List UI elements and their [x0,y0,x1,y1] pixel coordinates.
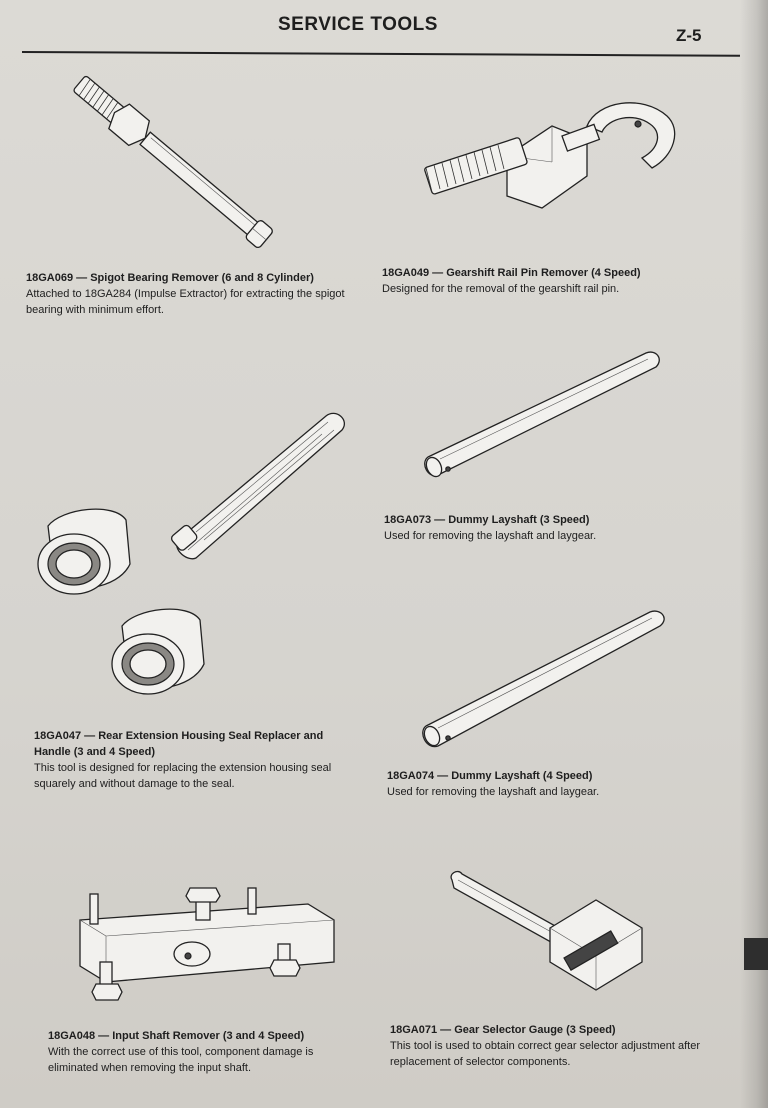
tool-title: 18GA071 — Gear Selector Gauge (3 Speed) [390,1024,616,1036]
page-title: SERVICE TOOLS [278,14,438,35]
tool-title: 18GA047 — Rear Extension Housing Seal Replacer and Handle (3 and 4 Speed) [34,730,324,758]
seal-replacer-illustration [28,400,358,710]
tool-description: This tool is used to obtain correct gear selector adjustment after replacement of selector components. [390,1040,700,1068]
tool-caption-18ga071 [390,1022,710,1070]
input-shaft-remover-illustration [72,880,342,1010]
dummy-layshaft-4-illustration [418,604,674,754]
tool-title: 18GA048 — Input Shaft Remover (3 and 4 Speed) [48,1030,305,1042]
tool-caption-18ga074 [387,768,707,800]
tool-description: This tool is designed for replacing the extension housing seal squarely and without damage to the seal. [34,762,332,790]
header-rule [22,51,740,57]
tool-title: 18GA069 — Spigot Bearing Remover (6 and 8 Cylinder) [26,272,314,284]
tool-description: Attached to 18GA284 (Impulse Extractor) for extracting the spigot bearing with minimum effort. [26,288,345,316]
tool-description: Used for removing the layshaft and laygear. [387,786,600,798]
dummy-layshaft-3-illustration [420,345,670,485]
page-number: Z-5 [676,26,702,45]
tool-description: With the correct use of this tool, component damage is eliminated when removing the input shaft. [48,1046,314,1074]
tool-caption-18ga073 [384,512,704,544]
tool-title: 18GA073 — Dummy Layshaft (3 Speed) [384,514,590,526]
tool-description: Designed for the removal of the gearshift rail pin. [382,283,620,295]
tool-title: 18GA049 — Gearshift Rail Pin Remover (4 Speed) [382,267,641,279]
gear-selector-gauge-illustration [446,870,646,1000]
tool-caption-18ga069 [26,270,348,318]
tool-description: Used for removing the layshaft and laygear. [384,530,597,542]
section-tab-marker [744,938,768,970]
gearshift-pin-remover-illustration [412,96,682,226]
tool-caption-18ga048 [48,1028,366,1076]
spigot-bearing-remover-illustration [70,72,300,252]
tool-caption-18ga047 [34,728,356,792]
tool-title: 18GA074 — Dummy Layshaft (4 Speed) [387,770,593,782]
tool-caption-18ga049 [382,265,702,297]
